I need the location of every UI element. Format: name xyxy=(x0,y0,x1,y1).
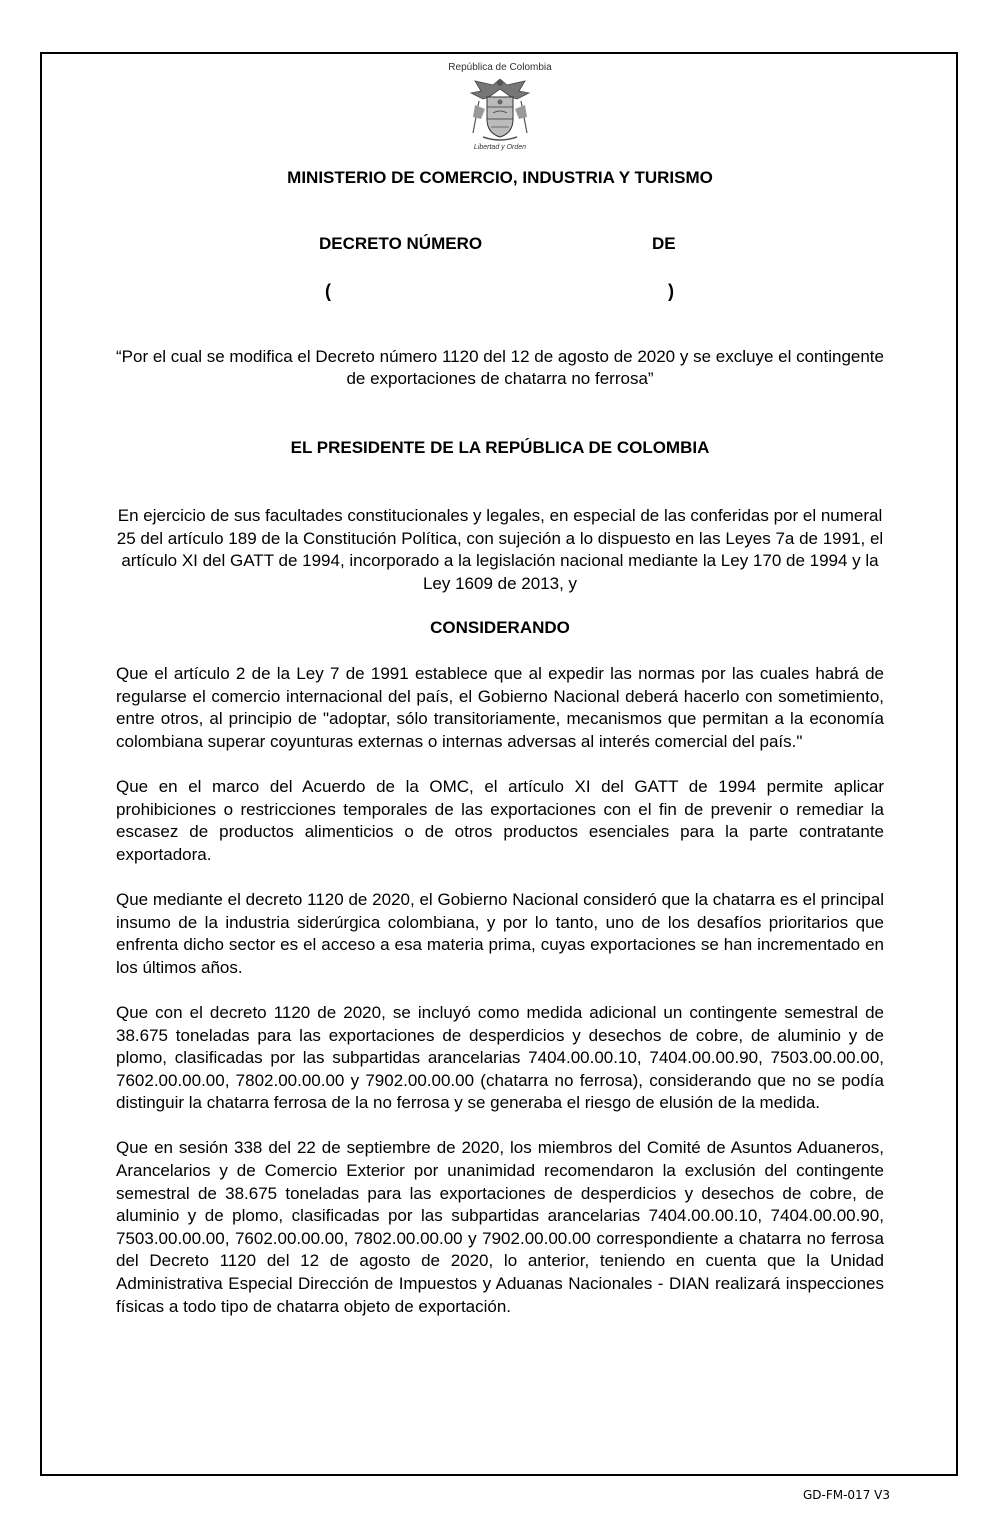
consideration-paragraph: Que con el decreto 1120 de 2020, se incluyó como medida adicional un contingente semestral de 38.675 toneladas para las exportaciones de desperdicios y desechos de cobre, de aluminio y de plomo, clasificadas por las subpartidas arancelarias 7404.00.00.10, 7404.00.00.90, 7503.00.00.00, 7602.00.00.00, 7802.00.00.00 y 7902.00.00.00 (chatarra no ferrosa), considerando que no se podía distinguir la chatarra ferrosa de la no ferrosa y se generaba el riesgo de elusión de la medida. xyxy=(116,1002,884,1113)
president-heading: EL PRESIDENTE DE LA REPÚBLICA DE COLOMBIA xyxy=(290,438,710,457)
ministry-heading: MINISTERIO DE COMERCIO, INDUSTRIA Y TURISMO xyxy=(287,168,713,187)
open-paren: ( xyxy=(325,281,331,301)
consideration-paragraph: Que mediante el decreto 1120 de 2020, el Gobierno Nacional consideró que la chatarra es el principal insumo de la industria siderúrgica colombiana, y por lo tanto, uno de los desafíos prioritarios que enfrenta dicho sector es el acceso a esa materia prima, cuyas exportaciones se han incrementado en los últimos años. xyxy=(116,889,884,977)
exercise-paragraph: En ejercicio de sus facultades constitucionales y legales, en especial de las conferidas por el numeral 25 del artículo 189 de la Constitución Política, con sujeción a lo dispuesto en las Leyes 7a de 1991, el artículo XI del GATT de 1994, incorporado a la legislación nacional mediante la Ley 170 de 1994 y la Ley 1609 de 2013, y xyxy=(116,506,884,593)
coat-of-arms-icon xyxy=(465,75,535,143)
decree-title: “Por el cual se modifica el Decreto número 1120 del 12 de agosto de 2020 y se excluye el contingente de exportaciones de chatarra no ferrosa” xyxy=(116,347,884,388)
country-label: República de Colombia xyxy=(448,62,552,73)
form-code: GD-FM-017 V3 xyxy=(802,1488,890,1502)
decree-number-label: DECRETO NÚMERO xyxy=(319,234,483,253)
coat-of-arms xyxy=(430,62,570,162)
considering-heading: CONSIDERANDO xyxy=(430,618,570,637)
considerations-body xyxy=(116,663,884,1341)
decree-date-label: DE xyxy=(652,234,676,253)
consideration-paragraph: Que en sesión 338 del 22 de septiembre de 2020, los miembros del Comité de Asuntos Aduaneros, Arancelarios y de Comercio Exterior por unanimidad recomendaron la exclusión del contingente semestral de 38.675 toneladas para las exportaciones de desperdicios y desechos de cobre, de aluminio y de plomo, clasificadas por las subpartidas arancelarias 7404.00.00.10, 7404.00.00.90, 7503.00.00.00, 7602.00.00.00, 7802.00.00.00 y 7902.00.00.00 correspondiente a chatarra no ferrosa del Decreto 1120 del 12 de agosto de 2020, lo anterior, teniendo en cuenta que la Unidad Administrativa Especial Dirección de Impuestos y Aduanas Nacionales - DIAN realizará inspecciones físicas a todo tipo de chatarra objeto de exportación. xyxy=(116,1138,884,1316)
close-paren: ) xyxy=(668,281,674,301)
consideration-paragraph: Que en el marco del Acuerdo de la OMC, el artículo XI del GATT de 1994 permite aplicar prohibiciones o restricciones temporales de las exportaciones con el fin de prevenir o remediar la escasez de productos alimenticios o de otros productos esenciales para la parte contratante exportadora. xyxy=(116,776,884,864)
consideration-paragraph: Que el artículo 2 de la Ley 7 de 1991 establece que al expedir las normas por las cuales habrá de regularse el comercio internacional del país, el Gobierno Nacional deberá hacerlo con sometimiento, entre otros, al principio de "adoptar, sólo transitoriamente, mecanismos que permitan a la economía colombiana superar coyunturas externas o internas adversas al interés comercial del país." xyxy=(116,664,884,751)
motto-label: Libertad y Orden xyxy=(473,144,527,151)
